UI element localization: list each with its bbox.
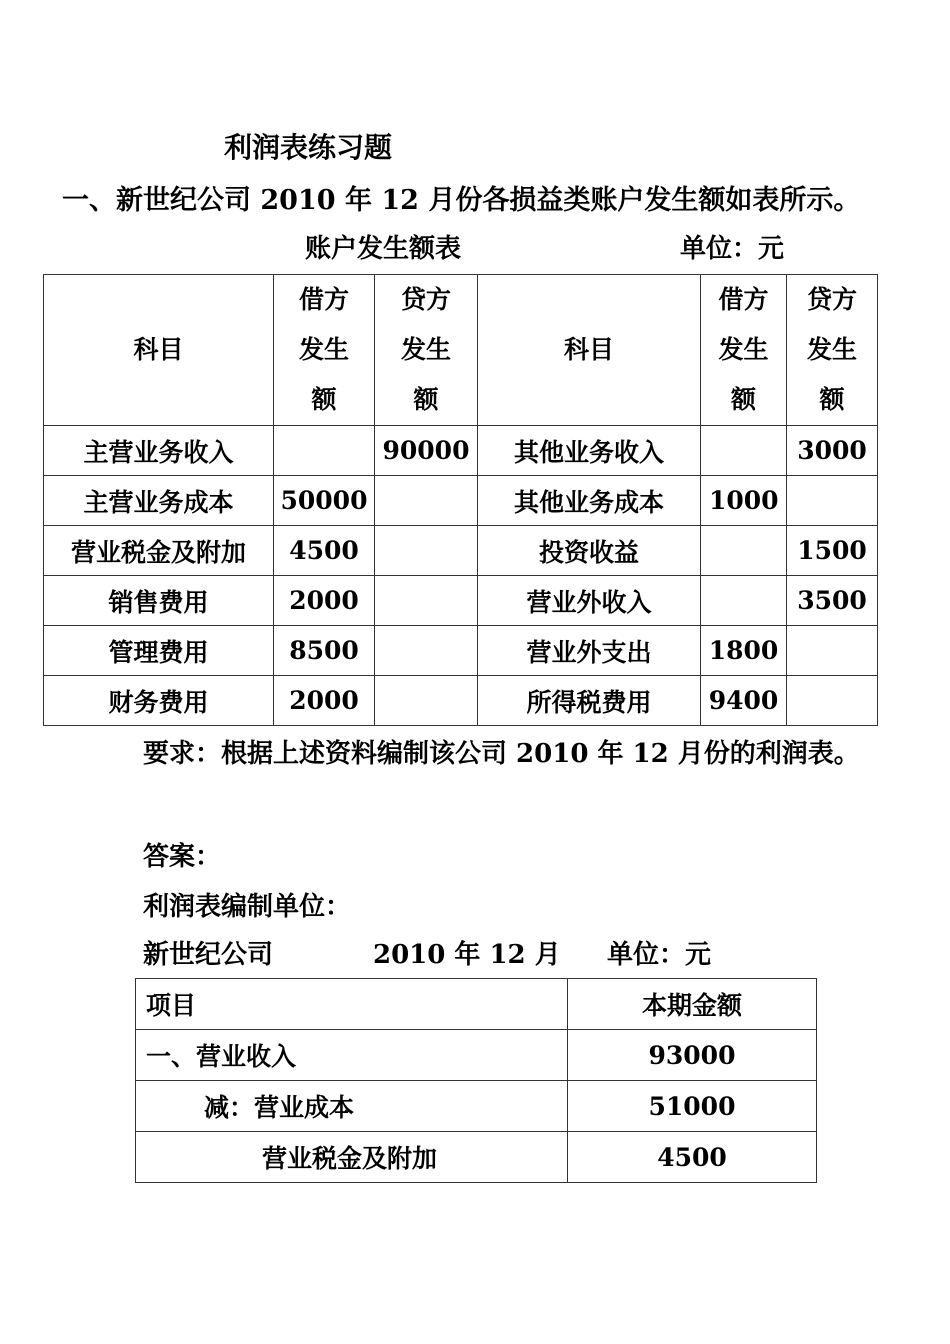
header-debit-line: 额	[311, 385, 337, 414]
header-debit-line: 发生	[298, 335, 349, 364]
accounts-table-caption: 账户发生额表	[305, 234, 462, 264]
income-statement-unit: 单位：元	[607, 940, 712, 970]
left-debit: 2000	[274, 576, 375, 626]
income-amount: 93000	[568, 1030, 817, 1081]
left-credit	[375, 476, 478, 526]
left-subject: 主营业务收入	[44, 426, 274, 476]
income-statement-period: 2010 年 12 月	[373, 940, 561, 970]
right-credit: 3000	[787, 426, 878, 476]
left-debit: 50000	[274, 476, 375, 526]
income-statement-company: 新世纪公司	[143, 940, 274, 970]
right-credit: 1500	[787, 526, 878, 576]
header-credit-line: 额	[413, 385, 439, 414]
right-subject: 营业外收入	[478, 576, 701, 626]
header-credit-line: 贷方	[806, 285, 857, 314]
header-debit-right	[701, 275, 787, 426]
left-credit	[375, 526, 478, 576]
table-row	[136, 1030, 817, 1081]
table-row	[44, 576, 878, 626]
right-credit: 3500	[787, 576, 878, 626]
right-debit	[701, 526, 787, 576]
right-debit: 1800	[701, 626, 787, 676]
income-amount: 4500	[568, 1132, 817, 1183]
header-subject-left: 科目	[44, 275, 274, 426]
right-debit: 1000	[701, 476, 787, 526]
left-credit	[375, 676, 478, 726]
income-statement-header: 利润表编制单位：	[143, 892, 352, 922]
header-debit-left	[274, 275, 375, 426]
table-row	[136, 1081, 817, 1132]
right-debit	[701, 426, 787, 476]
income-statement-table	[135, 978, 817, 1183]
right-subject: 其他业务成本	[478, 476, 701, 526]
header-credit-left	[375, 275, 478, 426]
table-row	[136, 1132, 817, 1183]
header-credit-line: 发生	[806, 335, 857, 364]
income-item: 营业税金及附加	[136, 1132, 568, 1183]
right-debit: 9400	[701, 676, 787, 726]
header-credit-line: 额	[819, 385, 845, 414]
header-debit-line: 发生	[718, 335, 769, 364]
accounts-table-unit: 单位：元	[680, 234, 785, 264]
left-subject: 管理费用	[44, 626, 274, 676]
right-credit	[787, 676, 878, 726]
accounts-table	[43, 274, 878, 726]
table-row	[44, 426, 878, 476]
header-debit-line: 额	[730, 385, 756, 414]
left-credit	[375, 626, 478, 676]
header-subject-right: 科目	[478, 275, 701, 426]
left-subject: 主营业务成本	[44, 476, 274, 526]
right-subject: 投资收益	[478, 526, 701, 576]
income-header-row	[136, 979, 817, 1030]
header-debit-line: 借方	[718, 285, 769, 314]
left-subject: 销售费用	[44, 576, 274, 626]
left-subject: 营业税金及附加	[44, 526, 274, 576]
column-header-amount: 本期金额	[568, 979, 817, 1030]
header-credit-line: 发生	[400, 335, 451, 364]
income-amount: 51000	[568, 1081, 817, 1132]
accounts-header-row	[44, 275, 878, 426]
right-subject: 营业外支出	[478, 626, 701, 676]
header-debit-line: 借方	[298, 285, 349, 314]
right-debit	[701, 576, 787, 626]
left-debit: 8500	[274, 626, 375, 676]
left-subject: 财务费用	[44, 676, 274, 726]
requirement-text: 要求：根据上述资料编制该公司 2010 年 12 月份的利润表。	[143, 739, 860, 769]
income-item: 一、营业收入	[136, 1030, 568, 1081]
table-row	[44, 476, 878, 526]
table-row	[44, 676, 878, 726]
left-credit: 90000	[375, 426, 478, 476]
answer-label: 答案：	[143, 842, 222, 872]
header-credit-right	[787, 275, 878, 426]
table-row	[44, 626, 878, 676]
right-credit	[787, 476, 878, 526]
table-row	[44, 526, 878, 576]
page-title: 利润表练习题	[224, 131, 393, 164]
intro-text: 一、新世纪公司 2010 年 12 月份各损益类账户发生额如表所示。	[62, 185, 861, 216]
income-item: 减：营业成本	[136, 1081, 568, 1132]
left-debit: 2000	[274, 676, 375, 726]
right-subject: 其他业务收入	[478, 426, 701, 476]
column-header-item: 项目	[136, 979, 568, 1030]
header-credit-line: 贷方	[400, 285, 451, 314]
left-credit	[375, 576, 478, 626]
right-credit	[787, 626, 878, 676]
left-debit: 4500	[274, 526, 375, 576]
left-debit	[274, 426, 375, 476]
right-subject: 所得税费用	[478, 676, 701, 726]
